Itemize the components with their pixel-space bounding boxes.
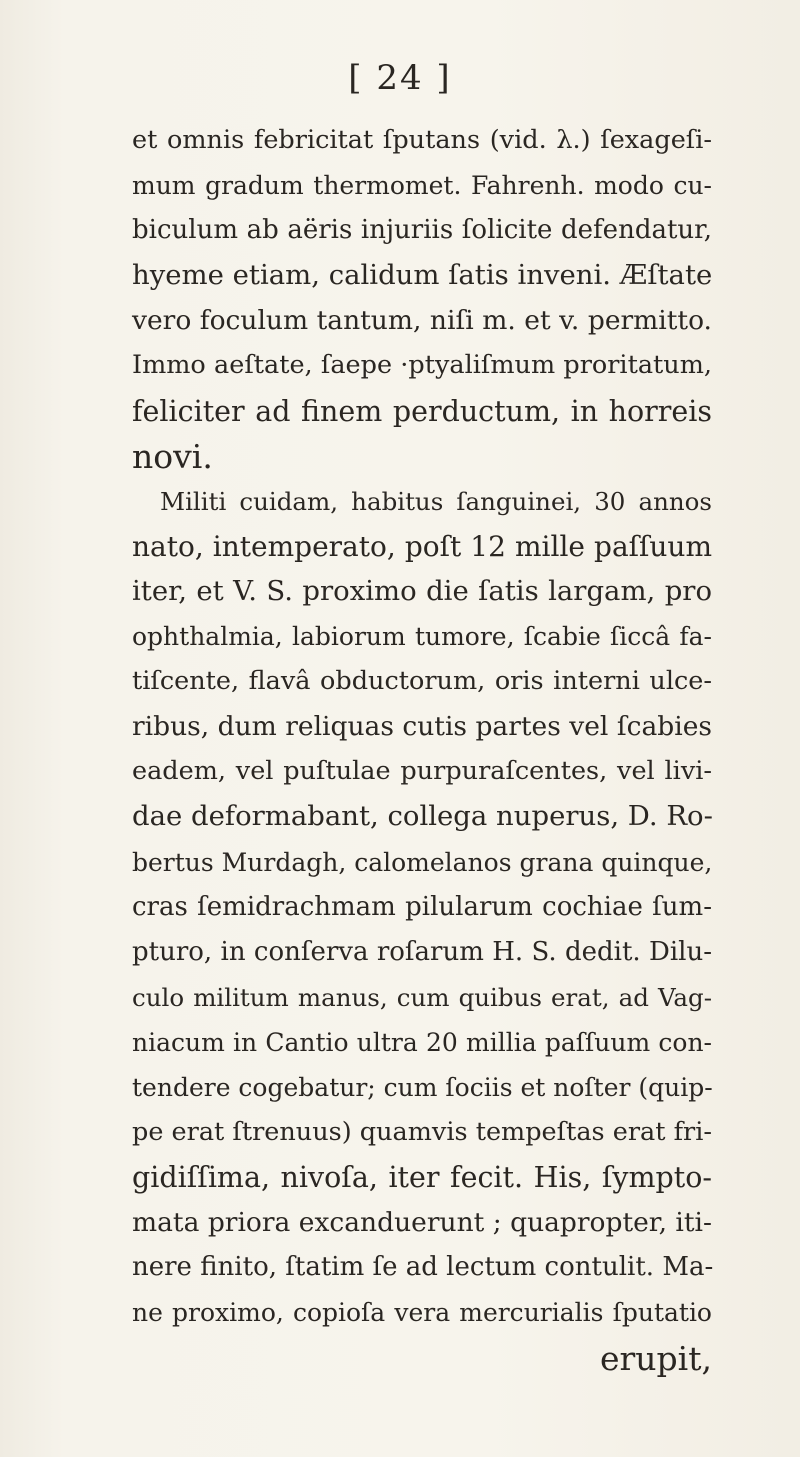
text-line: pe erat ſtrenuus) quamvis tempeſtas erat fri-	[132, 1117, 712, 1148]
text-line: cras ſemidrachmam pilularum cochiae ſum-	[132, 891, 712, 922]
text-line: biculum ab aëris injuriis ſolicite defendatur,	[132, 215, 712, 246]
text-line: vero foculum tantum, niſi m. et v. permitto.	[132, 305, 712, 337]
text-line: iter, et V. S. proximo die ſatis largam, pro	[132, 574, 712, 607]
text-line: mata priora excanduerunt ; quapropter, iti-	[132, 1207, 712, 1239]
text-line: nato, intemperato, poſt 12 mille paſſuum	[132, 529, 712, 563]
catchword: erupit,	[600, 1338, 712, 1378]
body-text	[132, 118, 712, 1381]
text-line: tiſcente, flavâ obductorum, oris interni ulce-	[132, 666, 712, 697]
text-line: ribus, dum reliquas cutis partes vel ſcabies	[132, 711, 712, 743]
text-line: pturo, in conſerva roſarum H. S. dedit. Dilu-	[132, 936, 712, 967]
text-line: eadem, vel puſtulae purpuraſcentes, vel livi-	[132, 756, 712, 787]
text-line: culo militum manus, cum quibus erat, ad Vag-	[132, 982, 712, 1012]
text-line: tendere cogebatur; cum ſociis et noſter (quip-	[132, 1072, 713, 1102]
text-line: bertus Murdagh, calomelanos grana quinque,	[132, 847, 713, 877]
text-line: Militi cuidam, habitus ſanguinei, 30 annos	[160, 486, 712, 516]
text-line: mum gradum thermomet. Fahrenh. modo cu-	[132, 171, 712, 201]
text-line: ne proximo, copioſa vera mercurialis ſputatio	[132, 1298, 712, 1328]
text-line: niacum in Cantio ultra 20 millia paſſuum con-	[132, 1027, 712, 1057]
text-line: nere finito, ſtatim ſe ad lectum contulit. Ma-	[132, 1252, 714, 1283]
text-line: novi.	[132, 436, 213, 476]
page-number-header: [ 24 ]	[348, 58, 452, 98]
text-line: gidiſſima, nivoſa, iter fecit. His, ſympto-	[132, 1161, 712, 1195]
text-line: ophthalmia, labiorum tumore, ſcabie ſiccâ fa-	[132, 622, 712, 652]
text-line: hyeme etiam, calidum ſatis inveni. Æſtate	[132, 259, 713, 292]
text-line: Immo aeſtate, ſaepe ·ptyaliſmum proritatum,	[132, 350, 712, 381]
text-line: et omnis febricitat ſputans (vid. λ.) ſexageſi-	[132, 125, 712, 155]
text-line: feliciter ad finem perductum, in horreis	[132, 394, 712, 428]
text-line: dae deformabant, collega nuperus, D. Ro-	[132, 800, 713, 833]
